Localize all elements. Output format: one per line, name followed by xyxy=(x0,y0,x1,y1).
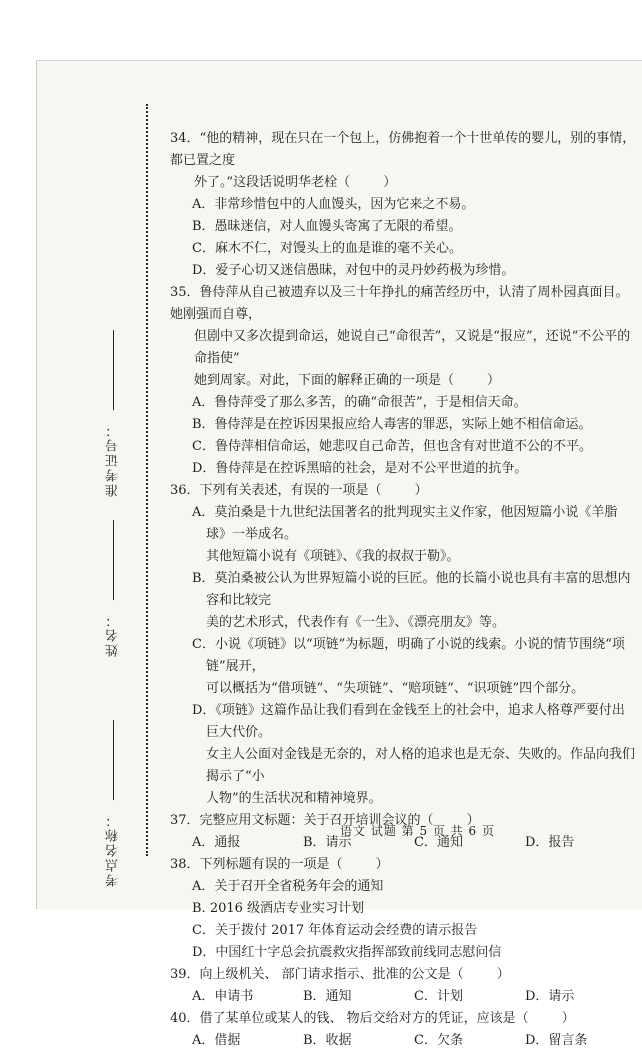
question-34-option-b: B．愚昧迷信，对人血馒头寄寓了无限的希望。 xyxy=(192,219,462,234)
venue-label: 考点名称： xyxy=(106,812,121,888)
question-38-option-d: D．中国红十字总会抗震救灾指挥部致前线同志慰问信 xyxy=(192,945,502,960)
question-38-option-c: C．关于拨付 2017 年体育运动会经费的请示报告 xyxy=(192,923,478,938)
question-39-options xyxy=(170,986,636,1008)
exam-id-blank xyxy=(114,330,115,410)
page-footer: 语文 试题 第 5 页 共 6 页 xyxy=(340,824,495,838)
question-37-option-b: B．请示 xyxy=(303,835,352,850)
question-37-option-a: A．通报 xyxy=(192,835,241,850)
question-36-option-d: D．《项链》这篇作品让我们看到在金钱至上的社会中，追求人格尊严要付出巨大代价。 xyxy=(192,703,625,740)
question-38-option-a: A．关于召开全省税务年会的通知 xyxy=(192,879,384,894)
question-38 xyxy=(170,854,636,964)
binding-dotted-line xyxy=(146,104,148,856)
question-34-line-2: 外了。”这段话说明华老栓（ ） xyxy=(194,175,397,190)
question-35-line-2: 但剧中又多次提到命运，她说自己“命很苦”，又说是“报应”，还说“不公平的命指使” xyxy=(194,329,631,366)
question-39 xyxy=(170,964,636,1008)
question-36-option-a-cont: 其他短篇小说有《项链》、《我的叔叔于勒》。 xyxy=(206,549,460,564)
venue-blank xyxy=(114,720,115,800)
question-36-option-b: B．莫泊桑被公认为世界短篇小说的巨匠。他的长篇小说也具有丰富的思想内容和比较完 xyxy=(192,571,631,608)
question-36 xyxy=(170,480,636,810)
exam-id-field xyxy=(104,330,123,497)
question-34-line-1: 34．“他的精神，现在只在一个包上，仿佛抱着一个十世单传的婴儿，别的事情，都已置之度 xyxy=(170,131,636,168)
question-list xyxy=(170,128,636,1052)
question-39-option-b: B．通知 xyxy=(303,989,352,1004)
question-40-option-b: B．收据 xyxy=(303,1033,352,1048)
question-40-options xyxy=(170,1030,636,1052)
question-39-stem: 39．向上级机关、 部门请求指示、批准的公文是（ ） xyxy=(170,967,510,982)
question-36-option-c-cont: 可以概括为“借项链”、“失项链”、“赔项链”、“识项链”四个部分。 xyxy=(206,681,585,696)
question-36-option-a: A．莫泊桑是十九世纪法国著名的批判现实主义作家，他因短篇小说《羊脂球》一举成名。 xyxy=(192,505,618,542)
question-35-line-1: 35．鲁侍萍从自己被遗弃以及三十年挣扎的痛苦经历中，认清了周朴园真面目。她刚强而自尊， xyxy=(170,285,629,322)
question-38-stem: 38．下列标题有误的一项是（ ） xyxy=(170,857,389,872)
question-36-option-d-cont-1: 女主人公面对金钱是无奈的，对人格的追求也是无奈、失败的。作品向我们揭示了“小 xyxy=(206,747,636,784)
question-40-option-d: D．留言条 xyxy=(525,1033,588,1048)
question-37-stem: 37．完整应用文标题：关于召开培训会议的（ ） xyxy=(170,813,480,828)
exam-id-label: 准考证号： xyxy=(106,422,121,498)
venue-field xyxy=(104,720,123,887)
question-36-option-b-cont: 美的艺术形式，代表作有《一生》、《漂亮朋友》等。 xyxy=(206,615,506,630)
question-36-option-d-cont-2: 人物”的生活状况和精神境界。 xyxy=(206,791,382,806)
question-35 xyxy=(170,282,636,480)
question-35-line-3: 她到周家。对此，下面的解释正确的一项是（ ） xyxy=(194,373,501,388)
question-37-option-c: C．通知 xyxy=(414,835,463,850)
question-39-option-c: C．计划 xyxy=(414,989,463,1004)
question-37-option-d: D．报告 xyxy=(525,835,575,850)
question-35-option-b: B．鲁侍萍是在控诉因果报应给人毒害的罪恶，实际上她不相信命运。 xyxy=(192,417,592,432)
question-40-option-c: C．欠条 xyxy=(414,1033,463,1048)
question-34 xyxy=(170,128,636,282)
question-35-option-d: D．鲁侍萍是在控诉黑暗的社会，是对不公平世道的抗争。 xyxy=(192,461,528,476)
question-34-option-c: C．麻木不仁，对馒头上的血是谁的毫不关心。 xyxy=(192,241,462,256)
name-blank xyxy=(114,520,115,600)
question-35-option-a: A．鲁侍萍受了那么多苦，的确“命很苦”，于是相信天命。 xyxy=(192,395,527,410)
question-38-option-b: B. 2016 级酒店专业实习计划 xyxy=(192,901,365,916)
name-label: 姓名： xyxy=(106,612,121,658)
question-39-option-d: D．请示 xyxy=(525,989,575,1004)
question-40-option-a: A．借据 xyxy=(192,1033,241,1048)
question-35-option-c: C．鲁侍萍相信命运，她悲叹自己命苦，但也含有对世道不公的不平。 xyxy=(192,439,592,454)
question-36-option-c: C．小说《项链》以“项链”为标题，明确了小说的线索。小说的情节围绕“项链”展开， xyxy=(192,637,625,674)
question-39-option-a: A．申请书 xyxy=(192,989,254,1004)
question-36-line-1: 36．下列有关表述，有误的一项是（ ） xyxy=(170,483,428,498)
question-40-stem: 40．借了某单位或某人的钱、 物后交给对方的凭证，应该是（ ） xyxy=(170,1011,575,1026)
question-34-option-d: D．爱子心切又迷信愚昧，对包中的灵丹妙药极为珍惜。 xyxy=(192,263,515,278)
question-40 xyxy=(170,1008,636,1052)
question-34-option-a: A．非常珍惜包中的人血馒头，因为它来之不易。 xyxy=(192,197,475,212)
name-field xyxy=(104,520,123,657)
